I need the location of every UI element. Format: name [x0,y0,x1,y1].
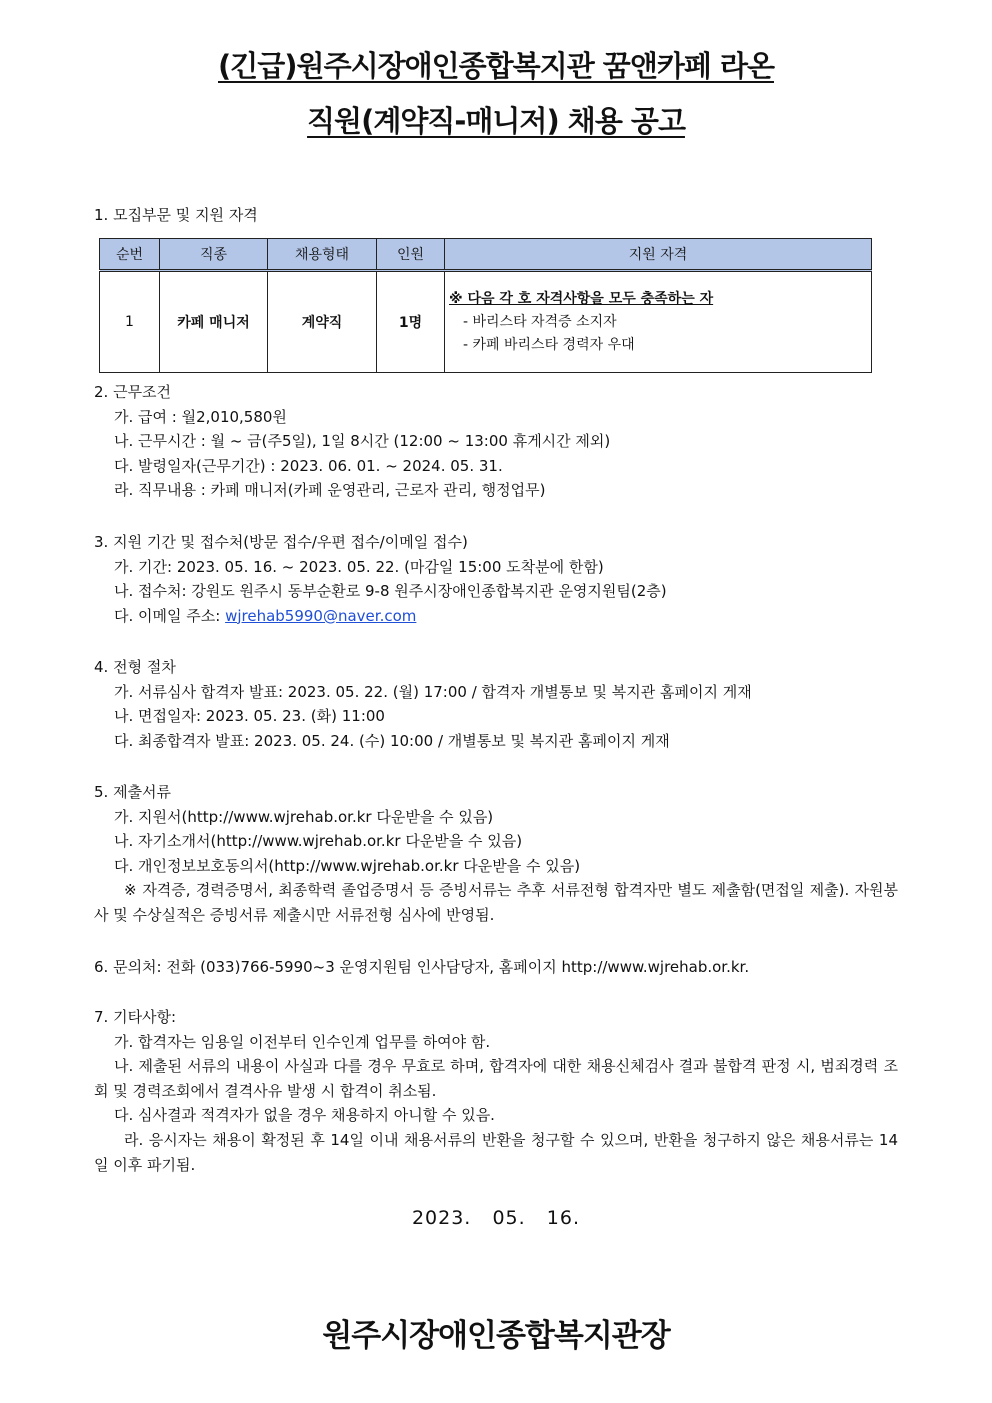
recruitment-table [99,238,872,373]
list-item: 가. 기간: 2023. 05. 16. ~ 2023. 05. 22. (마감일 15:00 도착분에 한함) [114,557,604,576]
list-item: 나. 자기소개서(http://www.wjrehab.or.kr 다운받을 수 있음) [114,832,523,851]
header-type: 채용형태 [268,239,377,271]
list-item: 나. 접수처: 강원도 원주시 동부순환로 9-8 원주시장애인종합복지관 운영지원팀(2층) [114,582,667,601]
list-item: 다. 발령일자(근무기간) : 2023. 06. 01. ~ 2024. 05. 31. [114,456,503,475]
section1-heading: 1. 모집부문 및 지원 자격 [94,206,258,224]
section6 [94,955,898,980]
section4 [94,655,898,753]
section7 [94,1005,898,1177]
notice-date: 2023. 05. 16. [411,1207,581,1229]
list-item: 나. 면접일자: 2023. 05. 23. (화) 11:00 [114,707,385,726]
section3 [94,530,898,628]
cell-count: 1명 [377,271,445,373]
list-item: 가. 지원서(http://www.wjrehab.or.kr 다운받을 수 있음) [114,807,494,826]
organization-signature: 원주시장애인종합복지관장 [322,1318,670,1354]
notice-title-line2: 직원(계약직-매니저) 채용 공고 [307,104,685,138]
list-item-email [94,604,898,629]
list-item: 다. 심사결과 적격자가 없을 경우 채용하지 아니할 수 있음. [114,1106,495,1125]
cell-no: 1 [100,271,160,373]
list-item: 나. 근무시간 : 월 ~ 금(주5일), 1일 8시간 (12:00 ~ 13:00 휴게시간 제외) [114,432,611,451]
header-qualification: 지원 자격 [445,239,872,271]
list-item: 나. 제출된 서류의 내용이 사실과 다를 경우 무효로 하며, 합격자에 대한 채용신체검사 결과 불합격 판정 시, 범죄경력 조회 및 경력조회에서 결격사유 발생 시 합격이 취소됨. [94,1057,898,1100]
section4-heading: 4. 전형 절차 [94,658,176,676]
list-item: 다. 개인정보보호동의서(http://www.wjrehab.or.kr 다운받을 수 있음) [114,856,581,875]
qualification-item: - 카페 바리스타 경력자 우대 [463,336,635,353]
email-label: 다. 이메일 주소: [114,606,226,625]
section2-heading: 2. 근무조건 [94,383,172,401]
list-item: 가. 합격자는 임용일 이전부터 인수인계 업무를 하여야 함. [114,1032,491,1051]
cell-job: 카페 매니저 [160,271,268,373]
list-item: 가. 서류심사 합격자 발표: 2023. 05. 22. (월) 17:00 / 합격자 개별통보 및 복지관 홈페이지 게재 [114,682,752,701]
header-job: 직종 [160,239,268,271]
contact-info: 6. 문의처: 전화 (033)766-5990~3 운영지원팀 인사담당자, 홈페이지 http://www.wjrehab.or.kr. [94,958,750,976]
section3-heading: 3. 지원 기간 및 접수처(방문 접수/우편 접수/이메일 접수) [94,533,468,551]
list-item: 가. 급여 : 월2,010,580원 [114,407,287,426]
cell-qualification [445,271,872,373]
notice-title-line1: (긴급)원주시장애인종합복지관 꿈앤카페 라온 [218,49,774,83]
section2 [94,380,898,503]
email-link[interactable]: wjrehab5990@naver.com [225,606,417,625]
qualification-title: ※ 다음 각 호 자격사항을 모두 충족하는 자 [449,290,714,307]
header-no: 순번 [100,239,160,271]
cell-type: 계약직 [268,271,377,373]
section5-note: ※ 자격증, 경력증명서, 최종학력 졸업증명서 등 증빙서류는 추후 서류전형 합격자만 별도 제출함(면접일 제출). 자원봉사 및 수상실적은 증빙서류 제출시만 서류전형 심사에 반영됨. [94,881,898,924]
section7-heading: 7. 기타사항: [94,1008,177,1026]
section5 [94,780,898,928]
list-item: 다. 최종합격자 발표: 2023. 05. 24. (수) 10:00 / 개별통보 및 복지관 홈페이지 게재 [114,731,670,750]
qualification-item: - 바리스타 자격증 소지자 [463,313,617,330]
list-item: 라. 직무내용 : 카페 매니저(카페 운영관리, 근로자 관리, 행정업무) [114,481,546,500]
list-item: 라. 응시자는 채용이 확정된 후 14일 이내 채용서류의 반환을 청구할 수 있으며, 반환을 청구하지 않은 채용서류는 14일 이후 파기됨. [94,1130,898,1174]
header-count: 인원 [377,239,445,271]
table-row [100,271,872,373]
section5-heading: 5. 제출서류 [94,783,172,801]
table-header-row [100,239,872,271]
